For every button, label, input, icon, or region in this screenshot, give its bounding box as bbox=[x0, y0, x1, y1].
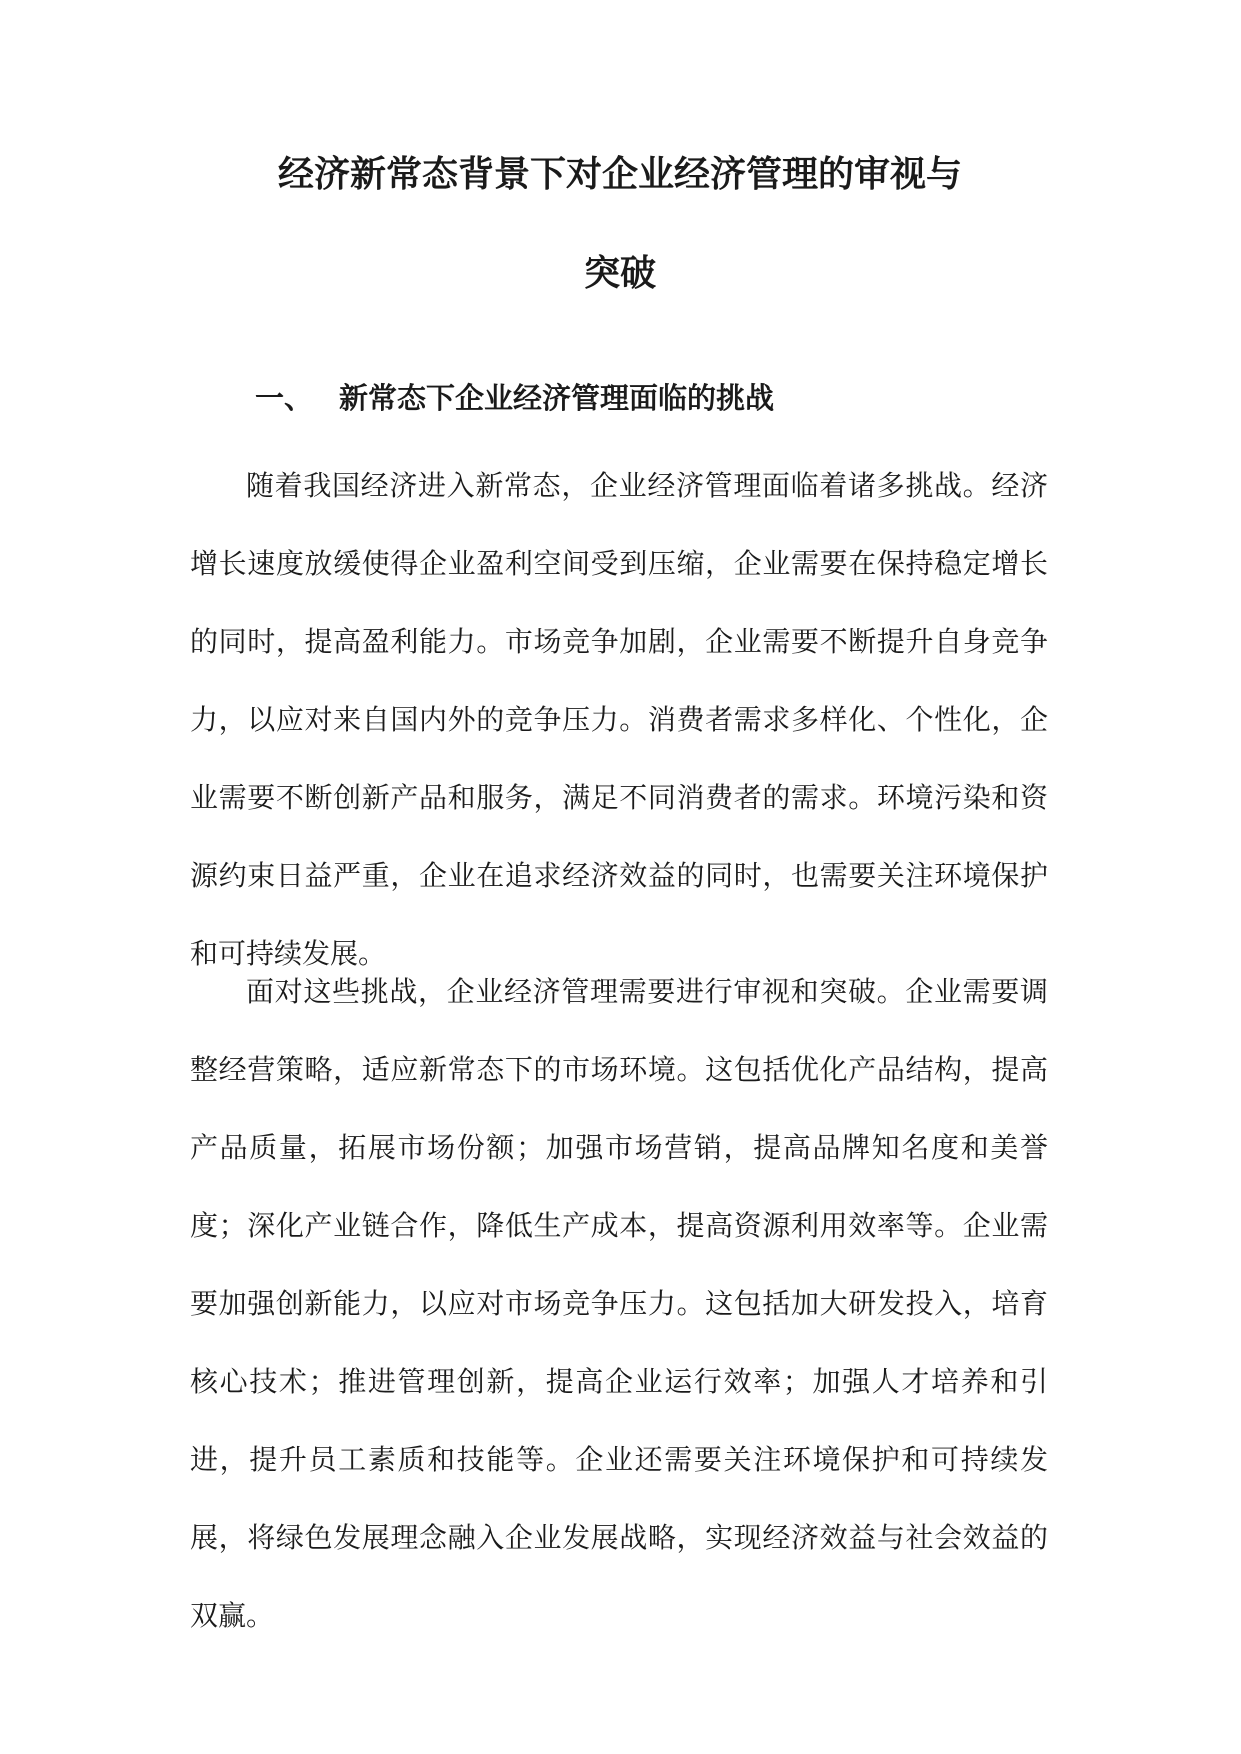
document-title-line-2: 突破 bbox=[583, 253, 656, 294]
document-title-line-1: 经济新常态背景下对企业经济管理的审视与 bbox=[277, 154, 962, 195]
section-heading bbox=[255, 378, 774, 418]
body-paragraph-1: 随着我国经济进入新常态，企业经济管理面临着诸多挑战。经济增长速度放缓使得企业盈利空间受到压缩，企业需要在保持稳定增长的同时，提高盈利能力。市场竞争加剧，企业需要不断提升自身竞争力，以应对来自国内外的竞争压力。消费者需求多样化、个性化，企业需要不断创新产品和服务，满足不同消费者的需求。环境污染和资源约束日益严重，企业在追求经济效益的同时，也需要关注环境保护和可持续发展。 bbox=[190, 469, 1048, 970]
section-heading-text: 新常态下企业经济管理面临的挑战 bbox=[339, 381, 775, 415]
section-number: 一、 bbox=[255, 381, 314, 415]
body-paragraph-2: 面对这些挑战，企业经济管理需要进行审视和突破。企业需要调整经营策略，适应新常态下的市场环境。这包括优化产品结构，提高产品质量，拓展市场份额；加强市场营销，提高品牌知名度和美誉度；深化产业链合作，降低生产成本，提高资源利用效率等。企业需要加强创新能力，以应对市场竞争压力。这包括加大研发投入，培育核心技术；推进管理创新，提高企业运行效率；加强人才培养和引进，提升员工素质和技能等。企业还需要关注环境保护和可持续发展，将绿色发展理念融入企业发展战略，实现经济效益与社会效益的双赢。 bbox=[190, 975, 1048, 1632]
